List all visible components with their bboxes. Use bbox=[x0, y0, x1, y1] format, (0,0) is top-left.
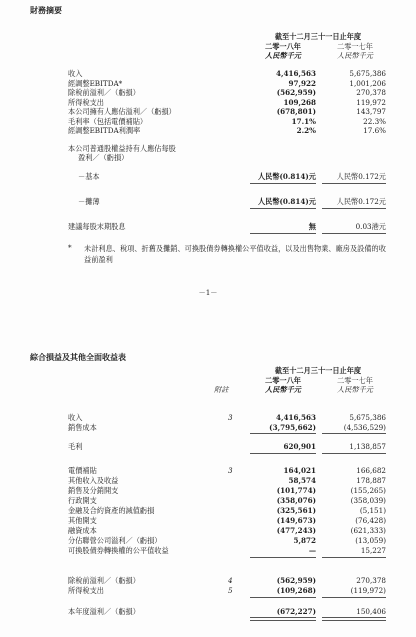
cs-row-label: 所得稅支出 bbox=[68, 586, 104, 595]
cs-row-note: 3 bbox=[228, 466, 233, 475]
fin-row-label: 本公司擁有人應佔溢利／（虧損） bbox=[68, 107, 176, 116]
fin-dividend-2017: 0.03港元 bbox=[355, 222, 386, 231]
cs-row-2018: (325,561) bbox=[276, 506, 316, 515]
fin-row-2017: 1,001,206 bbox=[349, 79, 386, 88]
fin-diluted-2017: 人民幣0.172元 bbox=[336, 197, 386, 206]
fin-diluted-label: －攤薄 bbox=[78, 197, 100, 206]
cs-row-2017: 5,675,386 bbox=[349, 413, 386, 422]
cs-row-note: 3 bbox=[228, 413, 233, 422]
cs-rule-2017 bbox=[322, 557, 386, 558]
cs-row-2017: (621,333) bbox=[350, 526, 386, 535]
fin-diluted-2018: 人民幣(0.814)元 bbox=[257, 197, 316, 206]
cs-row-2017: 1,138,857 bbox=[349, 442, 386, 451]
cs-row-label: 收入 bbox=[68, 413, 83, 422]
cs-row-label: 分佔聯營公司溢利／（虧損） bbox=[68, 536, 162, 545]
cs-row-label: 毛利 bbox=[68, 442, 83, 451]
cs-year-2017: 二零一七年 bbox=[337, 376, 373, 385]
cs-row-2017: (5,151) bbox=[359, 506, 386, 515]
cs-row-label: 銷售成本 bbox=[68, 423, 97, 432]
cs-row-2018: (477,243) bbox=[276, 526, 316, 535]
cs-rule-2017 bbox=[322, 617, 386, 618]
fin-row-2018: (678,801) bbox=[276, 107, 316, 116]
cs-row-2018: 620,901 bbox=[283, 442, 316, 451]
fin-row-label: 所得稅支出 bbox=[68, 98, 104, 107]
cs-row-2018: 58,574 bbox=[288, 476, 316, 485]
fin-row-2018: 4,416,563 bbox=[275, 69, 316, 78]
fin-row-2018: 97,922 bbox=[288, 79, 316, 88]
fin-row-2017: 119,972 bbox=[356, 98, 386, 107]
fin-diluted-rule-2017 bbox=[322, 208, 386, 209]
fin-row-2018: 2.2% bbox=[296, 126, 316, 135]
cs-row-label: 電價補貼 bbox=[68, 466, 97, 475]
cs-row-2018: (101,774) bbox=[276, 486, 316, 495]
fin-row-2017: 5,675,386 bbox=[349, 69, 386, 78]
cs-row-2018: (672,227) bbox=[276, 607, 316, 616]
cs-rule-2017 bbox=[322, 620, 386, 621]
cs-row-2017: (155,265) bbox=[350, 486, 386, 495]
fin-dividend-2018: 無 bbox=[308, 222, 316, 231]
fin-row-label: 除稅前溢利／（虧損） bbox=[68, 88, 140, 97]
cs-rule-2017 bbox=[322, 597, 386, 598]
cs-rule-2018 bbox=[250, 433, 316, 434]
cs-rule-2017 bbox=[322, 433, 386, 434]
fin-basic-label: －基本 bbox=[78, 172, 100, 181]
cs-period-header: 截至十二月三十一日止年度 bbox=[274, 366, 362, 375]
fin-row-2017: 17.6% bbox=[363, 126, 386, 135]
fin-year-2017: 二零一七年 bbox=[337, 42, 373, 51]
cs-row-2017: 178,887 bbox=[356, 476, 386, 485]
fin-row-2017: 22.3% bbox=[363, 117, 386, 126]
fin-row-2018: 109,268 bbox=[283, 98, 316, 107]
fin-basic-rule-2017 bbox=[322, 183, 386, 184]
cs-row-2018: (109,268) bbox=[276, 586, 316, 595]
fin-row-label: 經調整EBITDA* bbox=[68, 79, 123, 88]
fin-dividend-rule-2018 bbox=[250, 233, 316, 234]
cs-unit-2017: 人民幣千元 bbox=[337, 385, 373, 394]
cs-row-2018: (562,959) bbox=[276, 576, 316, 585]
cs-rule-2018 bbox=[250, 617, 316, 618]
cs-row-2017: (13,059) bbox=[355, 536, 386, 545]
cs-row-2017: 150,406 bbox=[356, 607, 386, 616]
fin-row-2018: (562,959) bbox=[276, 88, 316, 97]
fin-year-2018: 二零一八年 bbox=[265, 42, 301, 51]
cs-note-header: 附註 bbox=[214, 385, 229, 394]
fin-basic-2018: 人民幣(0.814)元 bbox=[257, 172, 316, 181]
cs-row-label: 除稅前溢利／（虧損） bbox=[68, 576, 140, 585]
cs-row-note: 4 bbox=[228, 576, 233, 585]
fin-dividend-label: 建議每股末期股息 bbox=[68, 222, 126, 231]
cs-row-2018: 5,872 bbox=[293, 536, 316, 545]
cs-rule-2018 bbox=[250, 597, 316, 598]
cs-rule-2018 bbox=[250, 620, 316, 621]
cs-row-2017: 166,682 bbox=[356, 466, 386, 475]
fin-row-2017: 270,378 bbox=[356, 88, 386, 97]
fin-dividend-rule-2017 bbox=[322, 233, 386, 234]
fin-row-label: 收入 bbox=[68, 69, 83, 78]
cs-row-2018: 164,021 bbox=[283, 466, 316, 475]
fin-eps-label-2: 盈利／（虧損） bbox=[78, 153, 129, 162]
fin-note-text: 未計利息、稅項、折舊及攤銷、可換股債券轉換權公平值收益，以及出售物業、廠房及設備的收益前盈利 bbox=[84, 244, 386, 264]
cs-row-2017: 270,378 bbox=[356, 576, 386, 585]
cs-rule-2018 bbox=[250, 557, 316, 558]
fin-unit-2018: 人民幣千元 bbox=[265, 51, 301, 60]
cs-year-2018: 二零一八年 bbox=[265, 376, 301, 385]
cs-row-2018: (149,673) bbox=[276, 516, 316, 525]
fin-basic-rule-2018 bbox=[250, 183, 316, 184]
cs-unit-2018: 人民幣千元 bbox=[265, 385, 301, 394]
cs-row-label: 銷售及分銷開支 bbox=[68, 486, 119, 495]
cs-rule-2018 bbox=[250, 453, 316, 454]
fin-row-2017: 143,797 bbox=[356, 107, 386, 116]
cs-row-label: 其他收入及收益 bbox=[68, 476, 119, 485]
cs-row-label: 融資成本 bbox=[68, 526, 97, 535]
cs-row-2018: 4,416,563 bbox=[275, 413, 316, 422]
financial-summary-title: 財務摘要 bbox=[30, 5, 62, 15]
fin-row-label: 毛利率（包括電價補貼） bbox=[68, 117, 148, 126]
cs-row-label: 行政開支 bbox=[68, 496, 97, 505]
cs-row-2017: (4,536,529) bbox=[343, 423, 386, 432]
fin-note-mark: * bbox=[68, 243, 72, 252]
cs-row-2017: (76,428) bbox=[355, 516, 386, 525]
cs-row-label: 其他開支 bbox=[68, 516, 97, 525]
cs-row-label: 可換股債券轉換權的公平值收益 bbox=[68, 546, 169, 555]
fin-row-2018: 17.1% bbox=[291, 117, 316, 126]
cs-row-note: 5 bbox=[228, 586, 233, 595]
cs-row-2018: — bbox=[308, 546, 316, 555]
cs-rule-2017 bbox=[322, 453, 386, 454]
fin-unit-2017: 人民幣千元 bbox=[337, 51, 373, 60]
cs-row-2017: (358,039) bbox=[350, 496, 386, 505]
fin-basic-2017: 人民幣0.172元 bbox=[336, 172, 386, 181]
cs-row-2017: (119,972) bbox=[350, 586, 386, 595]
cs-row-2018: (358,076) bbox=[276, 496, 316, 505]
page-number: －1－ bbox=[198, 288, 218, 297]
cs-row-2018: (3,795,662) bbox=[269, 423, 316, 432]
cs-row-2017: 15,227 bbox=[360, 546, 386, 555]
cs-row-label: 本年度溢利／（虧損） bbox=[68, 607, 140, 616]
fin-eps-label-1: 本公司普通股權益持有人應佔每股 bbox=[68, 144, 176, 153]
fin-diluted-rule-2018 bbox=[250, 208, 316, 209]
fin-row-label: 經調整EBITDA利潤率 bbox=[68, 126, 141, 135]
consolidated-statement-title: 綜合損益及其他全面收益表 bbox=[30, 352, 126, 362]
fin-period-header: 截至十二月三十一日止年度 bbox=[274, 32, 362, 41]
cs-row-label: 金融及合約資產的減值虧損 bbox=[68, 506, 155, 515]
